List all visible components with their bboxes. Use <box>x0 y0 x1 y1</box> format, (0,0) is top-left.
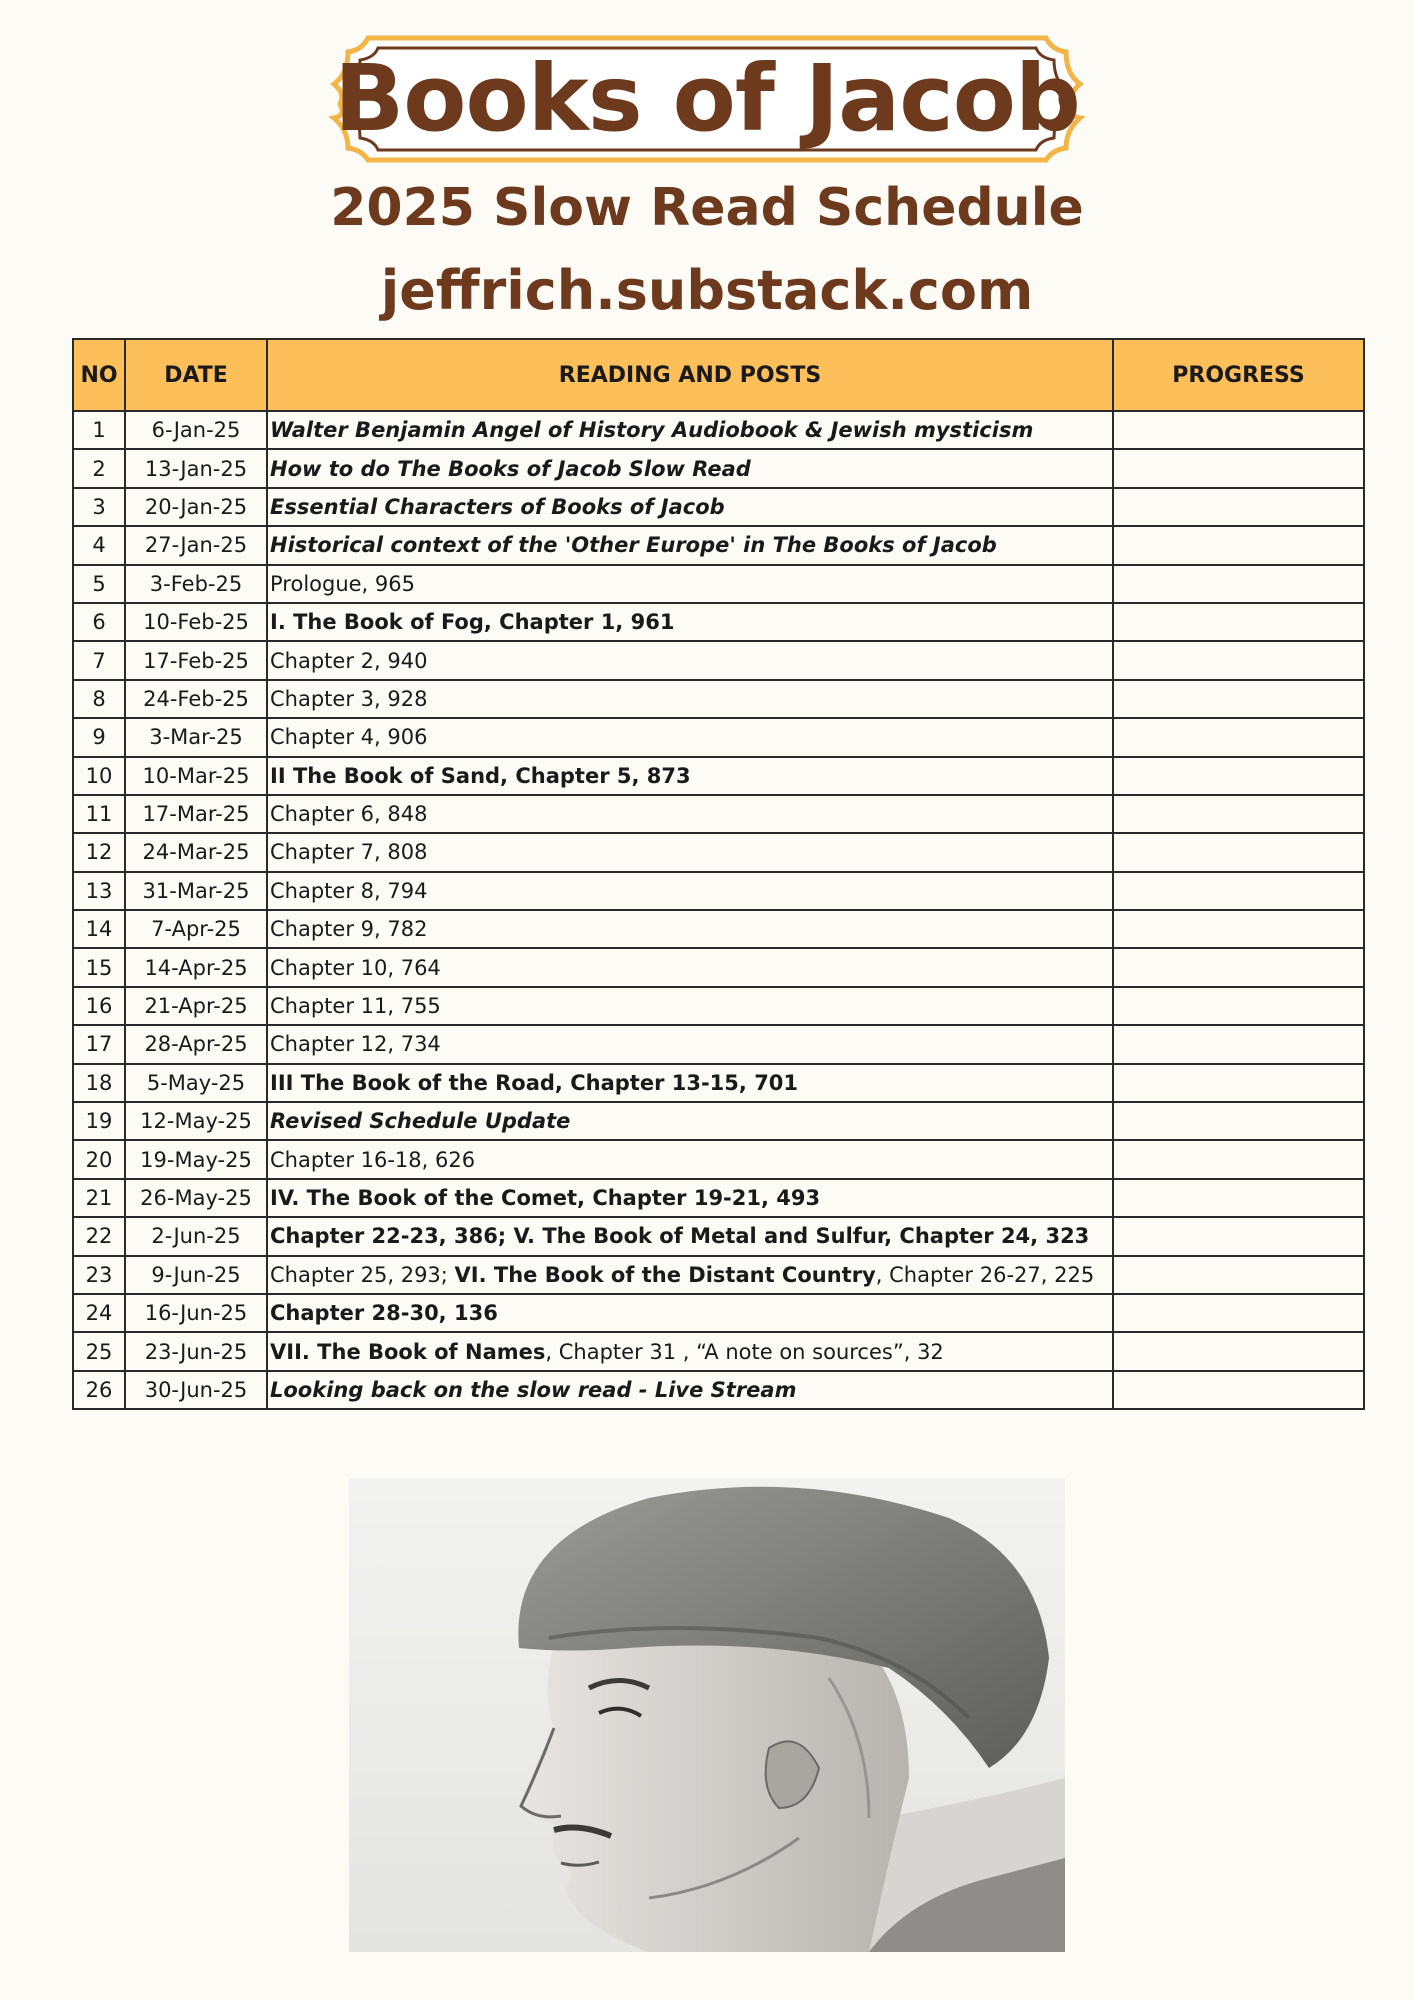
reading-text: Chapter 7, 808 <box>270 840 428 865</box>
row-reading <box>267 1064 1113 1102</box>
column-header-date: DATE <box>125 339 267 411</box>
row-date: 24-Mar-25 <box>125 833 267 871</box>
row-date: 17-Feb-25 <box>125 641 267 679</box>
table-row <box>73 526 1364 564</box>
progress-cell[interactable] <box>1113 987 1364 1025</box>
row-reading <box>267 1294 1113 1332</box>
reading-text: , Chapter 26-27, 225 <box>875 1262 1095 1287</box>
row-date: 10-Mar-25 <box>125 757 267 795</box>
row-reading <box>267 987 1113 1025</box>
table-row <box>73 680 1364 718</box>
reading-text: VI. The Book of the Distant Country <box>454 1262 876 1287</box>
progress-cell[interactable] <box>1113 757 1364 795</box>
progress-cell[interactable] <box>1113 1179 1364 1217</box>
row-date: 23-Jun-25 <box>125 1332 267 1370</box>
progress-cell[interactable] <box>1113 833 1364 871</box>
row-reading <box>267 872 1113 910</box>
row-reading <box>267 718 1113 756</box>
row-reading <box>267 1025 1113 1063</box>
row-date: 7-Apr-25 <box>125 910 267 948</box>
row-reading <box>267 603 1113 641</box>
progress-cell[interactable] <box>1113 1294 1364 1332</box>
table-row <box>73 795 1364 833</box>
row-number: 14 <box>73 910 125 948</box>
reading-text: Historical context of the 'Other Europe' in The Books of Jacob <box>270 533 997 558</box>
reading-text: Chapter 11, 755 <box>270 994 441 1019</box>
column-header-no: NO <box>73 339 125 411</box>
row-number: 9 <box>73 718 125 756</box>
table-row <box>73 1064 1364 1102</box>
schedule-table <box>72 338 1365 1410</box>
reading-text: VII. The Book of Names <box>270 1339 546 1364</box>
row-date: 3-Mar-25 <box>125 718 267 756</box>
row-date: 2-Jun-25 <box>125 1217 267 1255</box>
row-reading <box>267 1179 1113 1217</box>
row-date: 27-Jan-25 <box>125 526 267 564</box>
table-header-row <box>73 339 1364 411</box>
title-banner <box>328 32 1086 166</box>
progress-cell[interactable] <box>1113 1102 1364 1140</box>
reading-text: Chapter 25, 293; <box>270 1262 455 1287</box>
reading-text: III The Book of the Road, Chapter 13-15, 701 <box>270 1070 799 1095</box>
row-number: 3 <box>73 488 125 526</box>
row-number: 6 <box>73 603 125 641</box>
progress-cell[interactable] <box>1113 718 1364 756</box>
row-reading <box>267 757 1113 795</box>
row-number: 15 <box>73 948 125 986</box>
row-date: 21-Apr-25 <box>125 987 267 1025</box>
progress-cell[interactable] <box>1113 411 1364 449</box>
row-date: 10-Feb-25 <box>125 603 267 641</box>
reading-text: Chapter 12, 734 <box>270 1032 441 1057</box>
progress-cell[interactable] <box>1113 1140 1364 1178</box>
row-number: 24 <box>73 1294 125 1332</box>
reading-text: Looking back on the slow read - Live Stream <box>270 1377 797 1402</box>
table-row <box>73 1256 1364 1294</box>
progress-cell[interactable] <box>1113 565 1364 603</box>
table-row <box>73 1179 1364 1217</box>
row-reading <box>267 449 1113 487</box>
progress-cell[interactable] <box>1113 872 1364 910</box>
row-date: 6-Jan-25 <box>125 411 267 449</box>
row-reading <box>267 488 1113 526</box>
reading-text: Chapter 9, 782 <box>270 917 428 942</box>
row-date: 3-Feb-25 <box>125 565 267 603</box>
row-number: 5 <box>73 565 125 603</box>
portrait-image <box>349 1478 1065 1952</box>
row-date: 31-Mar-25 <box>125 872 267 910</box>
progress-cell[interactable] <box>1113 488 1364 526</box>
row-date: 26-May-25 <box>125 1179 267 1217</box>
row-date: 28-Apr-25 <box>125 1025 267 1063</box>
table-row <box>73 1025 1364 1063</box>
row-number: 4 <box>73 526 125 564</box>
table-row <box>73 1294 1364 1332</box>
row-number: 8 <box>73 680 125 718</box>
progress-cell[interactable] <box>1113 603 1364 641</box>
row-reading <box>267 948 1113 986</box>
row-date: 5-May-25 <box>125 1064 267 1102</box>
reading-text: Chapter 6, 848 <box>270 802 428 827</box>
row-reading <box>267 680 1113 718</box>
progress-cell[interactable] <box>1113 795 1364 833</box>
row-reading <box>267 1256 1113 1294</box>
table-row <box>73 718 1364 756</box>
portrait-sketch <box>349 1478 1065 1952</box>
row-reading <box>267 1332 1113 1370</box>
progress-cell[interactable] <box>1113 1371 1364 1409</box>
row-number: 22 <box>73 1217 125 1255</box>
row-number: 20 <box>73 1140 125 1178</box>
table-row <box>73 411 1364 449</box>
row-number: 13 <box>73 872 125 910</box>
row-number: 12 <box>73 833 125 871</box>
row-reading <box>267 1371 1113 1409</box>
table-row <box>73 603 1364 641</box>
row-number: 2 <box>73 449 125 487</box>
row-reading <box>267 1140 1113 1178</box>
reading-text: Chapter 4, 906 <box>270 725 428 750</box>
table-row <box>73 757 1364 795</box>
row-number: 18 <box>73 1064 125 1102</box>
row-date: 30-Jun-25 <box>125 1371 267 1409</box>
reading-text: Chapter 16-18, 626 <box>270 1147 476 1172</box>
progress-cell[interactable] <box>1113 1217 1364 1255</box>
row-reading <box>267 411 1113 449</box>
schedule-body <box>73 411 1364 1409</box>
progress-cell[interactable] <box>1113 1256 1364 1294</box>
row-number: 11 <box>73 795 125 833</box>
reading-text: How to do The Books of Jacob Slow Read <box>270 456 751 481</box>
table-row <box>73 987 1364 1025</box>
table-row <box>73 488 1364 526</box>
reading-text: , Chapter 31 , “A note on sources”, 32 <box>545 1339 944 1364</box>
reading-text: Prologue, 965 <box>270 571 415 596</box>
table-row <box>73 910 1364 948</box>
row-number: 26 <box>73 1371 125 1409</box>
row-number: 7 <box>73 641 125 679</box>
row-date: 19-May-25 <box>125 1140 267 1178</box>
table-row <box>73 641 1364 679</box>
table-row <box>73 1332 1364 1370</box>
page-title: Books of Jacob <box>334 45 1080 152</box>
progress-cell[interactable] <box>1113 910 1364 948</box>
table-row <box>73 565 1364 603</box>
reading-text: IV. The Book of the Comet, Chapter 19-21, 493 <box>270 1186 821 1210</box>
schedule-subtitle: 2025 Slow Read Schedule <box>330 178 1084 238</box>
row-date: 17-Mar-25 <box>125 795 267 833</box>
table-row <box>73 833 1364 871</box>
row-number: 1 <box>73 411 125 449</box>
table-row <box>73 1140 1364 1178</box>
row-reading <box>267 1217 1113 1255</box>
row-number: 10 <box>73 757 125 795</box>
reading-text: Chapter 8, 794 <box>270 878 428 903</box>
row-date: 12-May-25 <box>125 1102 267 1140</box>
reading-text: I. The Book of Fog, Chapter 1, 961 <box>270 610 675 635</box>
reading-text: Chapter 3, 928 <box>270 686 428 711</box>
reading-text: Chapter 10, 764 <box>270 955 441 980</box>
table-row <box>73 1102 1364 1140</box>
row-reading <box>267 1102 1113 1140</box>
row-number: 17 <box>73 1025 125 1063</box>
reading-text: Revised Schedule Update <box>270 1109 571 1134</box>
row-date: 13-Jan-25 <box>125 449 267 487</box>
row-reading <box>267 910 1113 948</box>
row-reading <box>267 833 1113 871</box>
progress-cell[interactable] <box>1113 1064 1364 1102</box>
column-header-progress: PROGRESS <box>1113 339 1364 411</box>
progress-cell[interactable] <box>1113 526 1364 564</box>
row-reading <box>267 641 1113 679</box>
reading-text: II The Book of Sand, Chapter 5, 873 <box>270 763 691 788</box>
row-date: 14-Apr-25 <box>125 948 267 986</box>
progress-cell[interactable] <box>1113 641 1364 679</box>
row-number: 25 <box>73 1332 125 1370</box>
row-reading <box>267 526 1113 564</box>
progress-cell[interactable] <box>1113 1025 1364 1063</box>
table-row <box>73 1217 1364 1255</box>
table-row <box>73 1371 1364 1409</box>
row-date: 9-Jun-25 <box>125 1256 267 1294</box>
reading-text: Walter Benjamin Angel of History Audiobook & Jewish mysticism <box>270 418 1034 443</box>
progress-cell[interactable] <box>1113 449 1364 487</box>
table-row <box>73 872 1364 910</box>
row-reading <box>267 565 1113 603</box>
progress-cell[interactable] <box>1113 948 1364 986</box>
reading-text: Chapter 2, 940 <box>270 648 428 673</box>
row-date: 16-Jun-25 <box>125 1294 267 1332</box>
table-row <box>73 948 1364 986</box>
table-row <box>73 449 1364 487</box>
progress-cell[interactable] <box>1113 680 1364 718</box>
reading-text: Chapter 28-30, 136 <box>270 1301 498 1326</box>
reading-text: Essential Characters of Books of Jacob <box>270 494 725 519</box>
row-date: 24-Feb-25 <box>125 680 267 718</box>
row-number: 16 <box>73 987 125 1025</box>
row-number: 21 <box>73 1179 125 1217</box>
website-link[interactable]: jeffrich.substack.com <box>380 259 1034 322</box>
reading-text: Chapter 22-23, 386; V. The Book of Metal and Sulfur, Chapter 24, 323 <box>270 1224 1090 1249</box>
row-number: 23 <box>73 1256 125 1294</box>
row-date: 20-Jan-25 <box>125 488 267 526</box>
row-reading <box>267 795 1113 833</box>
progress-cell[interactable] <box>1113 1332 1364 1370</box>
row-number: 19 <box>73 1102 125 1140</box>
column-header-reading: READING AND POSTS <box>267 339 1113 411</box>
